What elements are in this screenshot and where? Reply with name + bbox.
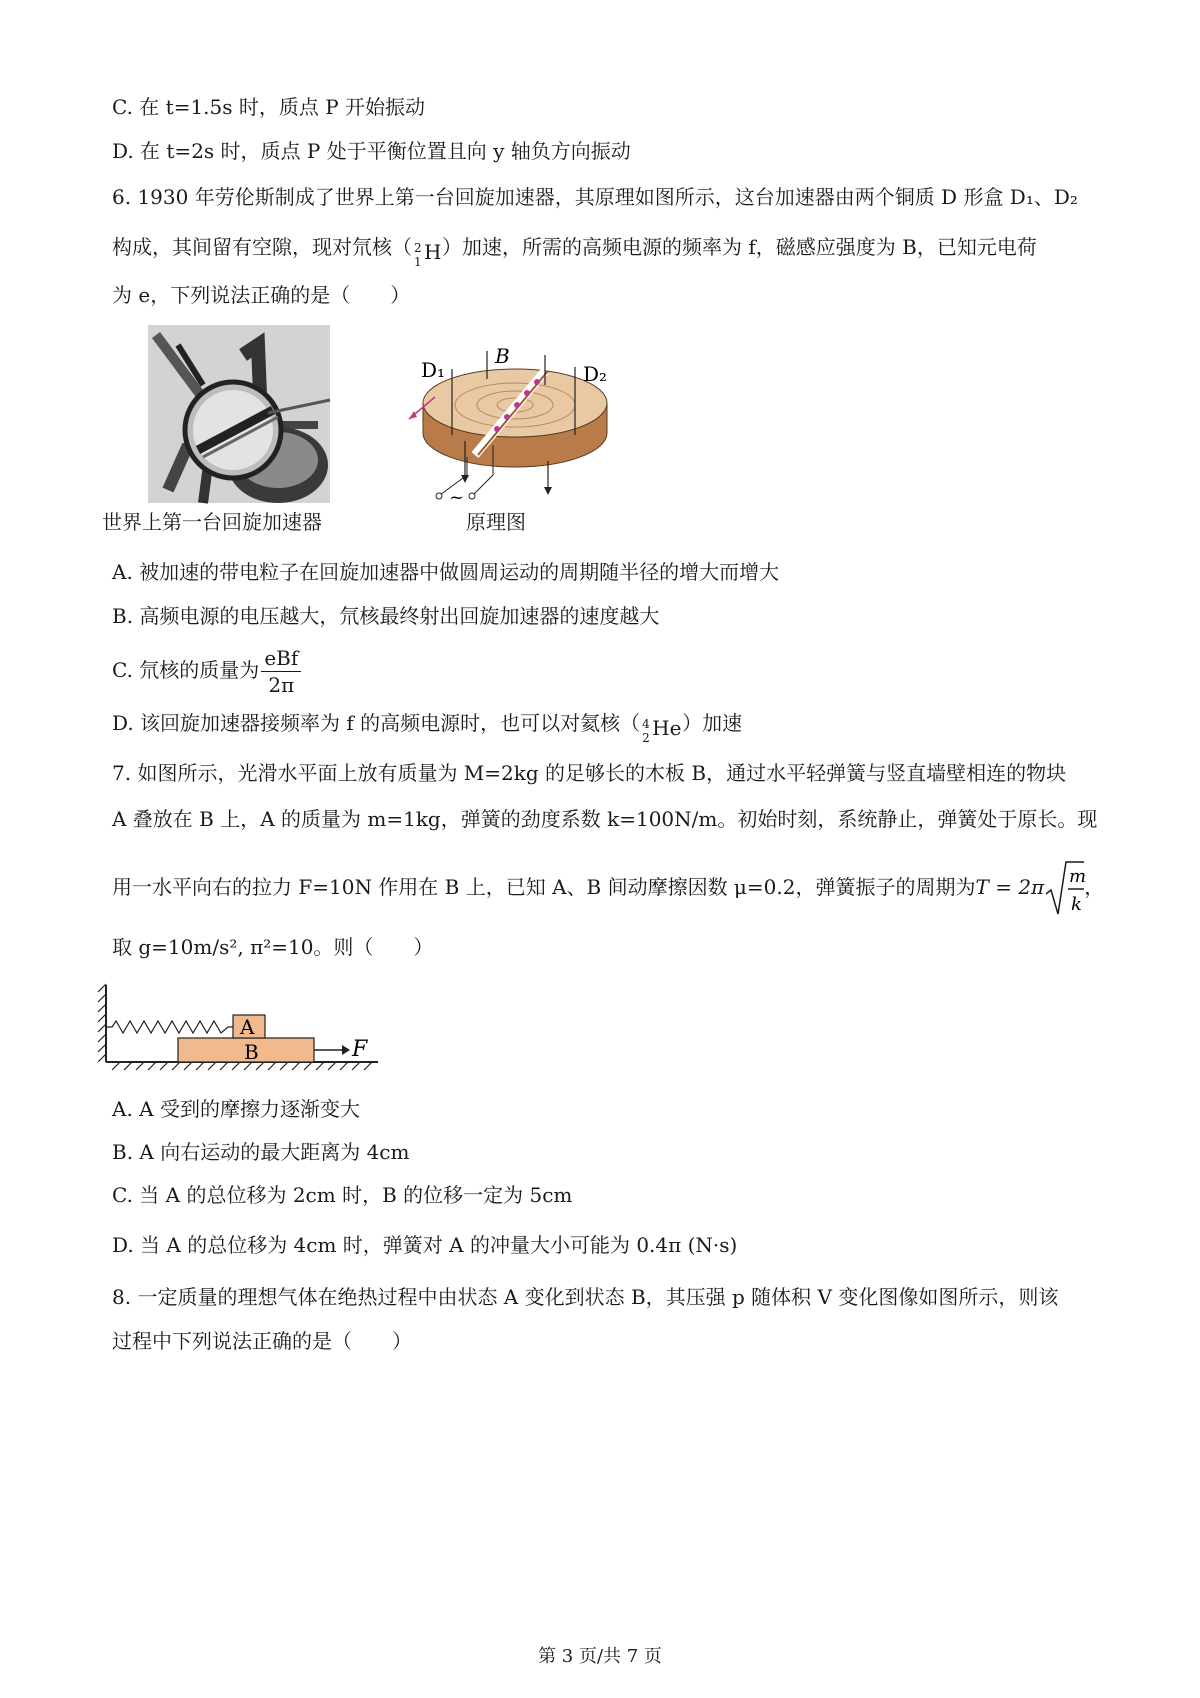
q7-option-d: D. 当 A 的总位移为 4cm 时，弹簧对 A 的冲量大小可能为 0.4π (N·s): [112, 1233, 738, 1257]
q6-option-d-a: D. 该回旋加速器接频率为 f 的高频电源时，也可以对氦核（: [112, 711, 641, 735]
q6-stem-line2-a: 构成，其间留有空隙，现对氘核（: [112, 235, 412, 259]
spring-block-diagram: [98, 980, 383, 1075]
label-d2: D₂: [583, 362, 608, 386]
q7-option-b: B. A 向右运动的最大距离为 4cm: [112, 1140, 410, 1164]
block-a-label: A: [240, 1015, 255, 1039]
ac-source-symbol: ~: [449, 487, 465, 508]
force-label: F: [352, 1037, 368, 1062]
q5-option-d: D. 在 t=2s 时，质点 P 处于平衡位置且向 y 轴负方向振动: [112, 139, 631, 163]
q7-stem-line3-b: ，: [1084, 875, 1105, 899]
q6-option-c-text: C. 氘核的质量为: [112, 658, 260, 682]
block-b-label: B: [244, 1040, 259, 1064]
period-numerator: m: [1069, 865, 1087, 887]
q8-stem-line1: 8. 一定质量的理想气体在绝热过程中由状态 A 变化到状态 B，其压强 p 随体积 V 变化图像如图所示，则该: [112, 1285, 1059, 1309]
q6-stem-line2-b: ）加速，所需的高频电源的频率为 f，磁感应强度为 B，已知元电荷: [442, 235, 1037, 259]
deuterium-charge-number: 1: [414, 254, 422, 269]
q7-stem-line1: 7. 如图所示，光滑水平面上放有质量为 M=2kg 的足够长的木板 B，通过水平轻弹簧与竖直墙壁相连的物块: [112, 761, 1067, 785]
helium-charge-number: 2: [642, 730, 650, 745]
q6-stem-line1: 6. 1930 年劳伦斯制成了世界上第一台回旋加速器，其原理如图所示，这台加速器由两个铜质 D 形盒 D₁、D₂: [112, 185, 1078, 209]
deuterium-element: H: [424, 239, 442, 264]
helium-symbol: [640, 711, 682, 745]
caption-first-cyclotron: 世界上第一台回旋加速器: [102, 510, 322, 534]
q5-option-c: C. 在 t=1.5s 时，质点 P 开始振动: [112, 95, 426, 119]
period-denominator: k: [1071, 893, 1083, 915]
deuterium-mass-number: 2: [414, 240, 422, 255]
page-footer: 第 3 页/共 7 页: [538, 1646, 662, 1667]
q7-option-c: C. 当 A 的总位移为 2cm 时，B 的位移一定为 5cm: [112, 1183, 573, 1207]
label-d1: D₁: [421, 358, 446, 382]
q6-option-c: [112, 640, 303, 700]
q7-stem-line2: A 叠放在 B 上，A 的质量为 m=1kg，弹簧的劲度系数 k=100N/m。初始时刻，系统静止，弹簧处于原长。现: [112, 807, 1098, 831]
cyclotron-photo: [148, 325, 330, 503]
q6-option-a: A. 被加速的带电粒子在回旋加速器中做圆周运动的周期随半径的增大而增大: [112, 560, 780, 584]
deuteron-mass-fraction: [261, 645, 301, 698]
sqrt-symbol: [1044, 858, 1087, 920]
q6-stem-line3: 为 e，下列说法正确的是（ ）: [112, 283, 411, 307]
caption-principle-diagram: 原理图: [466, 510, 526, 534]
helium-mass-number: 4: [642, 716, 650, 731]
fraction-numerator: eBf: [261, 645, 301, 672]
q6-option-d-b: ）加速: [682, 711, 743, 735]
deuterium-symbol: [412, 235, 442, 269]
q6-stem-line2: [112, 232, 1037, 269]
q7-stem-line3-a: 用一水平向右的拉力 F=10N 作用在 B 上，已知 A、B 间动摩擦因数 μ=0.2，弹簧振子的周期为: [112, 875, 976, 899]
q7-stem-line3: [112, 852, 1104, 922]
fraction-denominator: 2π: [268, 673, 295, 697]
helium-element: He: [652, 715, 682, 740]
q6-option-b: B. 高频电源的电压越大，氘核最终射出回旋加速器的速度越大: [112, 604, 660, 628]
q7-stem-line4: 取 g=10m/s², π²=10。则（ ）: [112, 935, 434, 959]
q6-option-d: [112, 708, 743, 745]
cyclotron-principle-diagram: [405, 344, 620, 508]
q7-option-a: A. A 受到的摩擦力逐渐变大: [112, 1097, 360, 1121]
q8-stem-line2: 过程中下列说法正确的是（ ）: [112, 1329, 412, 1353]
label-magnetic-field: B: [495, 344, 510, 368]
period-formula-lhs: T = 2π: [975, 875, 1045, 899]
